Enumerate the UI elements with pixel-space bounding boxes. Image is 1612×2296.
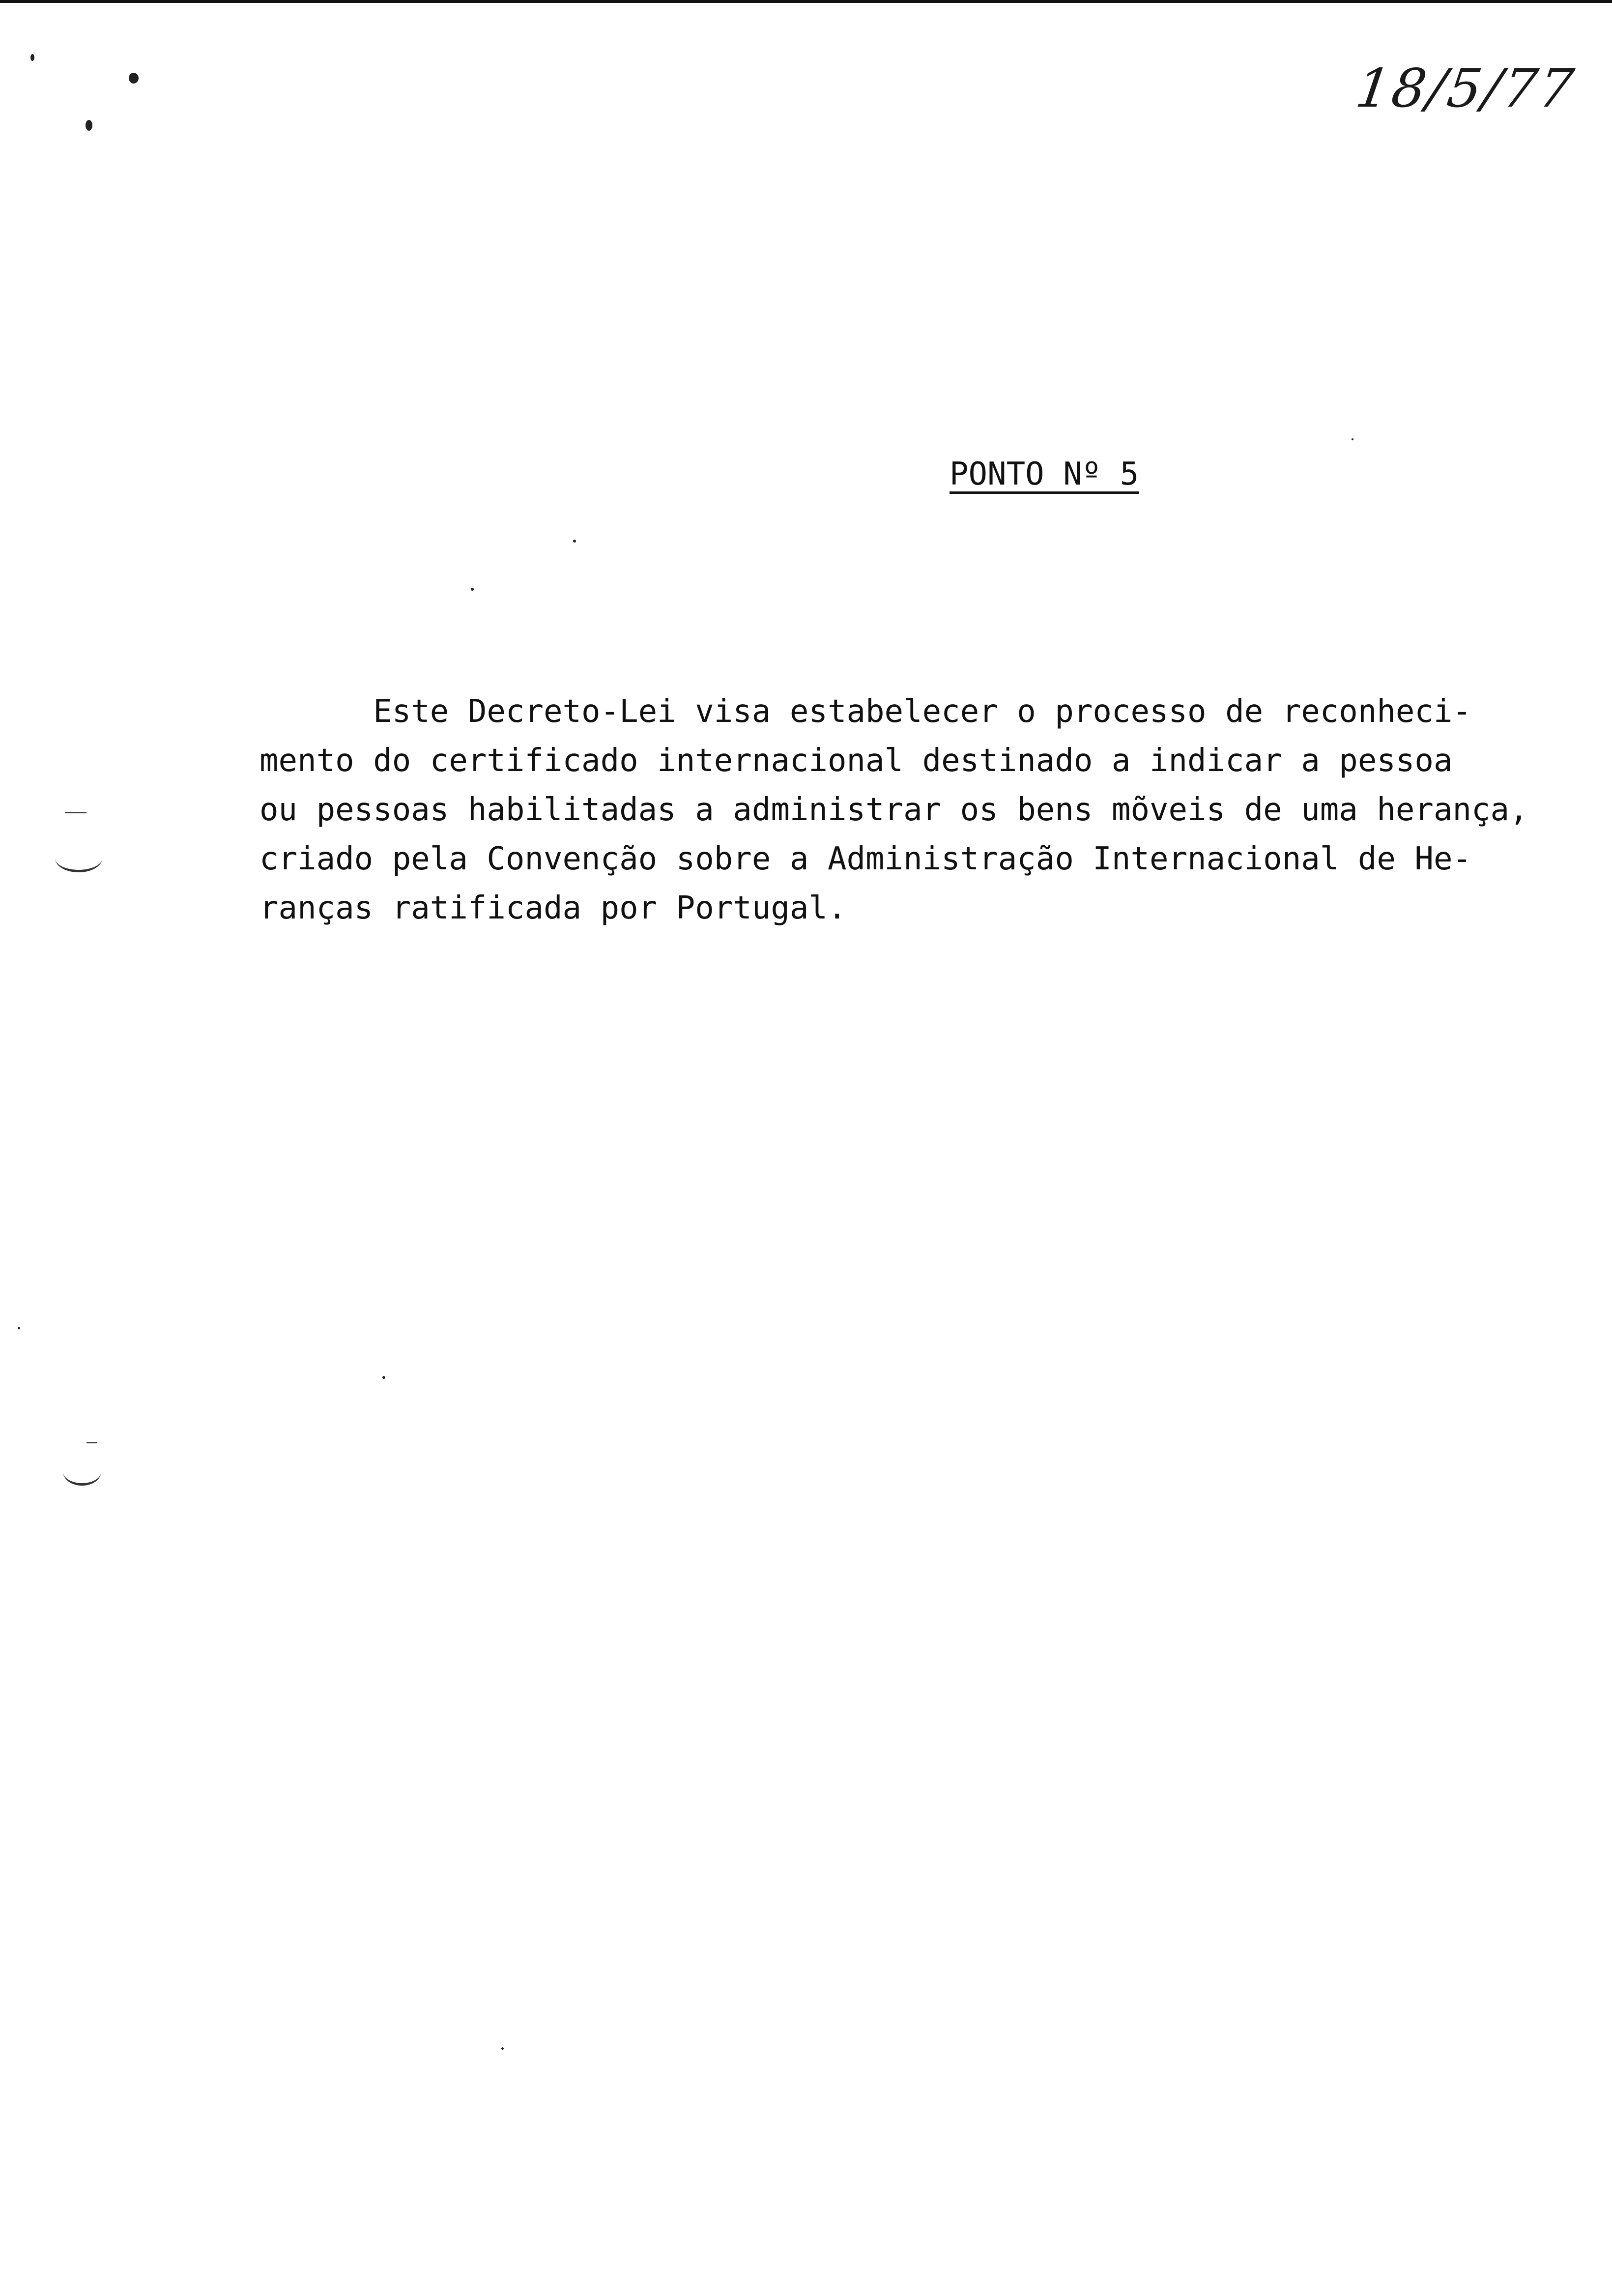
margin-dash-mark [65,812,86,813]
scan-speck [18,1327,20,1329]
paragraph-line: Este Decreto-Lei visa estabelecer o processo de reconheci- [259,693,1471,730]
scan-speck [471,588,474,591]
scan-speck [382,1376,385,1379]
scan-speck [501,2047,504,2050]
scan-speck [129,73,139,84]
paragraph-line: criado pela Convenção sobre a Administração Internacional de He- [259,841,1471,877]
scan-speck [86,120,92,131]
paragraph-line: ou pessoas habilitadas a administrar os bens mõveis de uma herança, [259,792,1528,828]
margin-curve-mark [63,1458,101,1486]
paragraph-line: ranças ratificada por Portugal. [259,890,847,926]
scan-speck [30,54,34,61]
margin-dash-mark [86,1442,97,1443]
scan-speck [573,540,576,543]
top-edge-rule [0,0,1612,3]
scan-speck [1352,438,1353,440]
body-paragraph [259,687,1528,933]
handwritten-date: 18/5/77 [1352,58,1580,119]
paragraph-line: mento do certificado internacional destinado a indicar a pessoa [259,743,1453,779]
page-heading: PONTO Nº 5 [950,456,1139,492]
margin-curve-mark [55,844,102,872]
